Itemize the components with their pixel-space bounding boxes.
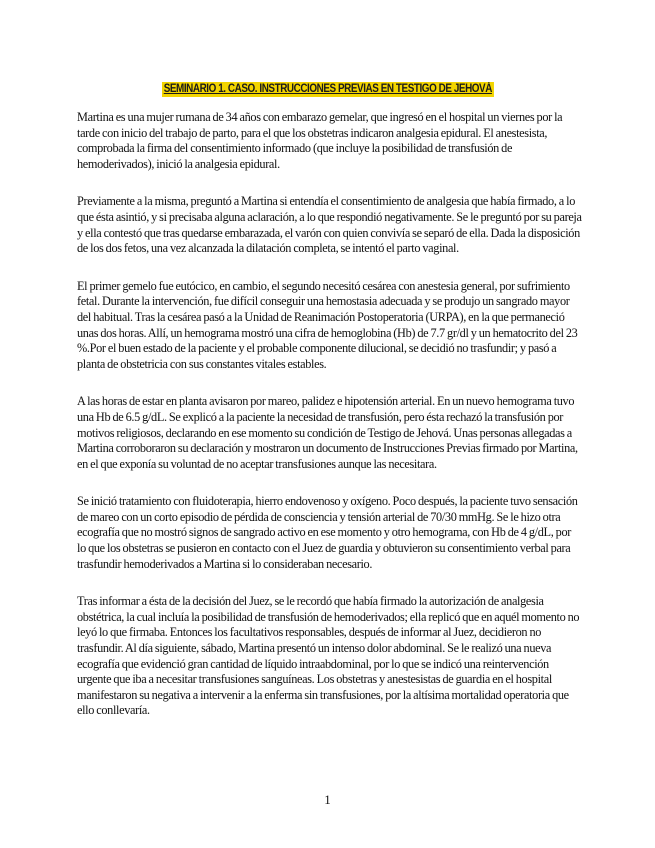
page-number: 1 [324, 792, 331, 807]
paragraph-4: A las horas de estar en planta avisaron por mareo, palidez e hipotensión arterial. En un nuevo hemograma tuvo una Hb de 6.5 g/dL. Se explicó a la paciente la necesidad de transfusión, pero ésta rechazó la transfusión por motivos religiosos, declarando en ese momento su condición de Testigo de Jehová. Unas personas allegadas a Martina corroboraron su declaración y mostraron un documento de Instrucciones Previas firmado por Martina, en el que exponía su voluntad de no aceptar transfusiones aunque las necesitara. [77, 394, 578, 471]
paragraph-2: Previamente a la misma, preguntó a Martina si entendía el consentimiento de analgesia que había firmado, a lo que ésta asintió, y si precisaba alguna aclaración, a lo que respondió negativamente. Se le preguntó por su pareja y ella contestó que tras quedarse embarazada, el varón con quien convivía se separó de ella. Dada la disposición de los dos fetos, una vez alcanzada la dilatación completa, se intentó el parto vaginal. [77, 194, 582, 256]
document-title: SEMINARIO 1. CASO. INSTRUCCIONES PREVIAS EN TESTIGO DE JEHOVÁ [163, 83, 492, 95]
paragraph-6: Tras informar a ésta de la decisión del Juez, se le recordó que había firmado la autorización de analgesia obstétrica, la cual incluía la posibilidad de transfusión de hemoderivados; ella replicó que en aquél momento no leyó lo que firmaba. Entonces los facultativos responsables, después de informar al Juez, decidieron no trasfundir. Al día siguiente, sábado, Martina presentó un intenso dolor abdominal. Se le realizó una nueva ecografía que evidenció gran cantidad de líquido intraabdominal, por lo que se indicó una reintervención urgente que iba a necesitar transfusiones sanguíneas. Los obstetras y anestesistas de guardia en el hospital manifestaron su negativa a intervenir a la enferma sin transfusiones, por la altísima mortalidad operatoria que ello conllevaría. [77, 594, 580, 718]
paragraph-3: El primer gemelo fue eutócico, en cambio, el segundo necesitó cesárea con anestesia general, por sufrimiento fetal. Durante la intervención, fue difícil conseguir una hemostasia adecuada y se produjo un sangrado mayor del habitual. Tras la cesárea pasó a la Unidad de Reanimación Postoperatoria (URPA), en la que permaneció unas dos horas. Allí, un hemograma mostró una cifra de hemoglobina (Hb) de 7.7 gr/dl y un hematocrito del 23 %.Por el buen estado de la paciente y el probable componente dilucional, se decidió no trasfundir; y pasó a planta de obstetricia con sus constantes vitales estables. [77, 278, 578, 371]
paragraph-5: Se inició tratamiento con fluidoterapia, hierro endovenoso y oxígeno. Poco después, la paciente tuvo sensación de mareo con un corto episodio de pérdida de consciencia y tensión arterial de 70/30 mmHg. Se le hizo otra ecografía que no mostró signos de sangrado activo en ese momento y otro hemograma, con Hb de 4 g/dL, por lo que los obstetras se pusieron en contacto con el Juez de guardia y obtuvieron su consentimiento verbal para trasfundir hemoderivados a Martina si lo consideraban necesario. [77, 494, 578, 571]
title-container [0, 79, 655, 97]
document-body [77, 110, 582, 741]
paragraph-1: Martina es una mujer rumana de 34 años con embarazo gemelar, que ingresó en el hospital un viernes por la tarde con inicio del trabajo de parto, para el que los obstetras indicaron analgesia epidural. El anestesista, comprobada la firma del consentimiento informado (que incluye la posibilidad de transfusión de hemoderivados), inició la analgesia epidural. [77, 110, 563, 171]
